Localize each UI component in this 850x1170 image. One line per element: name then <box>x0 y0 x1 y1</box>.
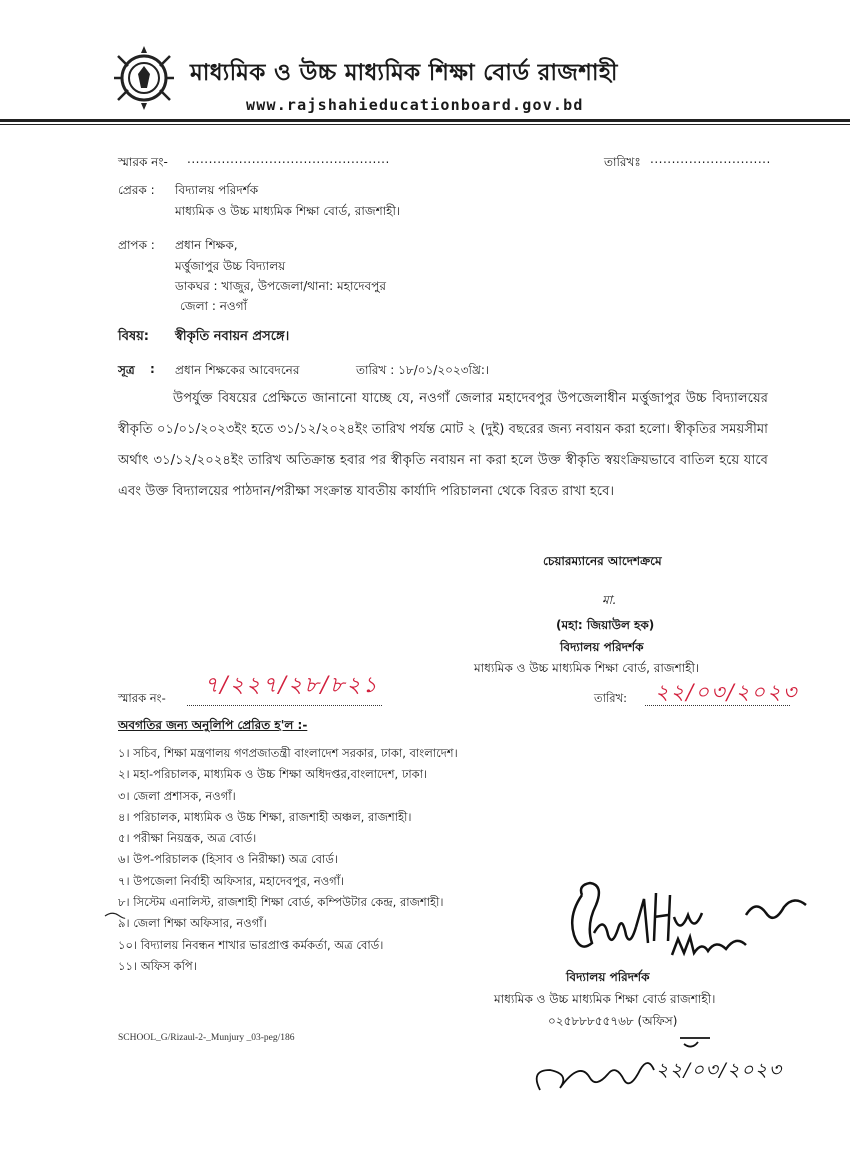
signatory-1-office: মাধ্যমিক ও উচ্চ মাধ্যমিক শিক্ষা বোর্ড, রাজশাহী। <box>474 661 700 675</box>
cc-item: ১। সচিব, শিক্ষা মন্ত্রণালয় গণপ্রজাতন্ত্রী বাংলাদেশ সরকার, ঢাকা, বাংলাদেশ। <box>118 746 458 760</box>
cc-list <box>118 743 458 977</box>
header-divider-thick <box>0 119 850 122</box>
sender-line-1: বিদ্যালয় পরিদর্শক <box>175 183 259 197</box>
recipient-line-3: ডাকঘর : খাজুর, উপজেলা/থানা: মহাদেবপুর <box>175 279 386 293</box>
reference-colon: : <box>150 362 155 376</box>
cc-item: ৪। পরিচালক, মাধ্যমিক ও উচ্চ শিক্ষা, রাজশাহী অঞ্চল, রাজশাহী। <box>118 809 412 824</box>
memo-date-value: ............................ <box>650 152 771 166</box>
memo-date-label: তারিখঃ <box>604 155 641 169</box>
memo2-date-handwritten: ২২/০৩/২০২৩ <box>655 680 799 704</box>
signatory-2-phone: ০২৫৮৮৮৫৫৭৬৮ (অফিস) <box>548 1014 678 1028</box>
memo2-ref-handwritten: ৭/২২৭/২৮/৮২১ <box>204 673 379 698</box>
memo2-date-label: তারিখ: <box>594 691 628 705</box>
signatory-1-title: বিদ্যালয় পরিদর্শক <box>560 640 644 654</box>
signatory-initial: মা. <box>602 593 616 607</box>
signatory-2-title: বিদ্যালয় পরিদর্শক <box>566 970 650 984</box>
cc-item: ১০। বিদ্যালয় নিবন্ধন শাখার ভারপ্রাপ্ত কর্মকর্তা, অত্র বোর্ড। <box>118 937 384 952</box>
header-divider-thin <box>0 124 850 125</box>
letter-body: উপর্যুক্ত বিষয়ের প্রেক্ষিতে জানানো যাচ্ছে যে, নওগাঁ জেলার মহাদেবপুর উপজেলাধীন মর্ত্তুজাপুর উচ্চ বিদ্যালয়ের স্বীকৃতি ০১/০১/২০২৩ইং হতে ৩১/১২/২০২৪ইং তারিখ পর্যন্ত মোট ২ (দুই) বছরের জন্য নবায়ন করা হলো। স্বীকৃতির সময়সীমা অর্থাৎ ৩১/১২/২০২৪ইং তারিখ অতিক্রান্ত হবার পর স্বীকৃতি নবায়ন না করা হলে উক্ত স্বীকৃতি স্বয়ংক্রিয়ভাবে বাতিল হয়ে যাবে এবং উক্ত বিদ্যালয়ের পাঠদান/পরীক্ষা সংক্রান্ত যাবতীয় কার্যাদি পরিচালনা থেকে বিরত রাখা হবে। <box>118 391 768 499</box>
memo-ref-label: স্মারক নং- <box>118 155 168 169</box>
recipient-line-4: জেলা : নওগাঁ <box>180 299 248 313</box>
signatory-1-name: (মহা: জিয়াউল হক) <box>556 618 655 632</box>
reference-label: সূত্র <box>118 363 135 377</box>
order-line: চেয়ারম্যানের আদেশক্রমে <box>543 554 662 568</box>
signatory-2-office: মাধ্যমিক ও উচ্চ মাধ্যমিক শিক্ষা বোর্ড রাজশাহী। <box>494 992 716 1006</box>
cc-item: ৫। পরীক্ষা নিয়ন্ত্রক, অত্র বোর্ড। <box>118 831 257 846</box>
sender-label: প্রেরক : <box>118 183 155 197</box>
cc-heading: অবগতির জন্য অনুলিপি প্রেরিত হ'ল :- <box>118 718 308 732</box>
recipient-label: প্রাপক : <box>118 238 155 252</box>
handwritten-signature-icon <box>560 855 830 970</box>
cc-item: ২। মহা-পরিচালক, মাধ্যমিক ও উচ্চ শিক্ষা অধিদপ্তর,বাংলাদেশ, ঢাকা। <box>118 767 428 782</box>
cc-item: ৮। সিস্টেম এনালিস্ট, রাজশাহী শিক্ষা বোর্ড, কম্পিউটার কেন্দ্র, রাজশাহী। <box>118 895 444 910</box>
memo-ref-value: ............................................... <box>187 152 390 166</box>
memo2-ref-label: স্মারক নং- <box>118 691 166 705</box>
tick-mark-icon <box>104 909 126 923</box>
sender-line-2: মাধ্যমিক ও উচ্চ মাধ্যমিক শিক্ষা বোর্ড, রাজশাহী। <box>175 204 401 218</box>
recipient-line-1: প্রধান শিক্ষক, <box>175 238 238 252</box>
recipient-line-2: মর্ত্তুজাপুর উচ্চ বিদ্যালয় <box>175 259 286 273</box>
reference-date: তারিখ : ১৮/০১/২০২৩খ্রি:। <box>356 363 490 377</box>
memo2-ref-dotline <box>187 705 382 706</box>
board-emblem-icon <box>108 42 180 114</box>
cc-item: ৩। জেলা প্রশাসক, নওগাঁ। <box>118 788 236 803</box>
subject-text: স্বীকৃতি নবায়ন প্রসঙ্গে। <box>175 329 290 344</box>
cc-item: ১১। অফিস কপি। <box>118 958 197 973</box>
reference-text: প্রধান শিক্ষকের আবেদনের <box>175 363 300 377</box>
cc-item: ৭। উপজেলা নির্বাহী অফিসার, মহাদেবপুর, নওগাঁ। <box>118 873 345 888</box>
cc-item: ৬। উপ-পরিচালক (হিসাব ও নিরীক্ষা) অত্র বোর্ড। <box>118 852 338 867</box>
board-website[interactable]: www.rajshahieducationboard.gov.bd <box>246 96 584 114</box>
cc-item: ৯। জেলা শিক্ষা অফিসার, নওগাঁ। <box>118 916 267 931</box>
board-title: মাধ্যমিক ও উচ্চ মাধ্যমিক শিক্ষা বোর্ড রাজশাহী <box>190 60 618 86</box>
subject-label: বিষয়: <box>118 329 149 344</box>
footer-handwritten-date: ২২/০৩/২০২৩ <box>656 1059 783 1081</box>
file-code: SCHOOL_G/Rizaul-2-_Munjury _03-peg/186 <box>118 1033 295 1043</box>
